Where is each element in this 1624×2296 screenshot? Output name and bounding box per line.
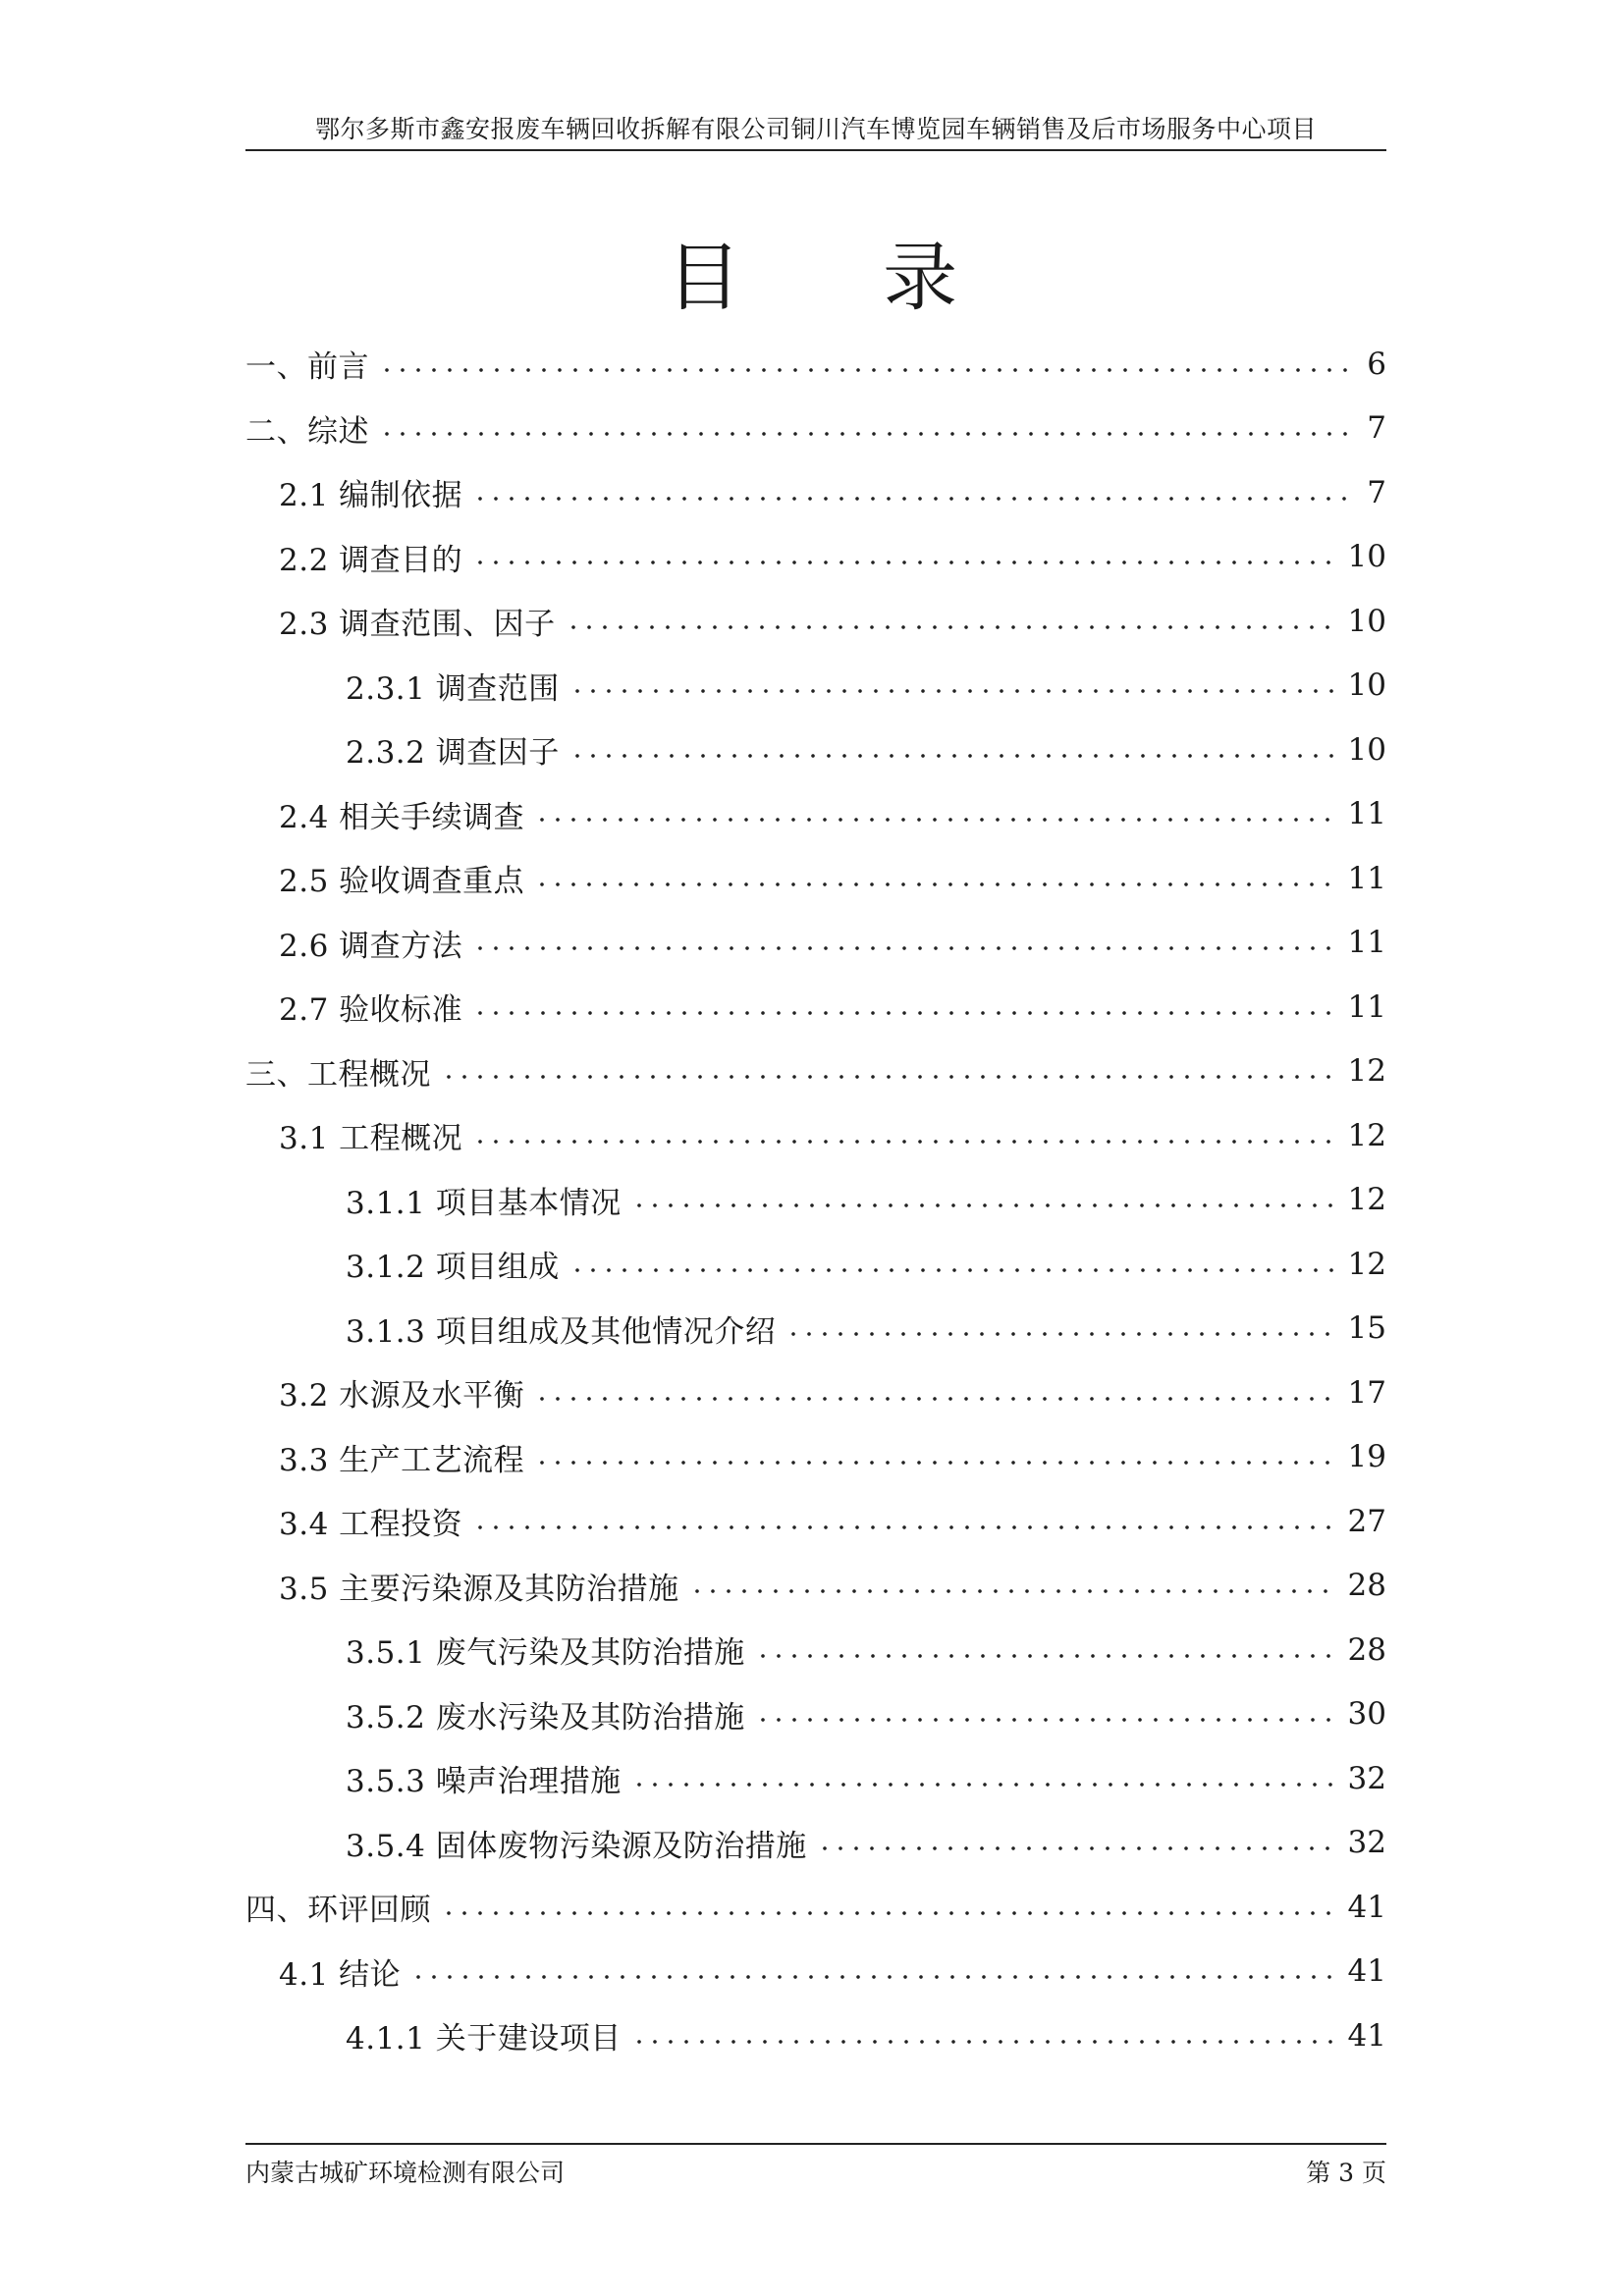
toc-entry-page: 15 bbox=[1347, 1310, 1386, 1347]
toc-dot-leader bbox=[689, 1589, 1338, 1593]
toc-dot-leader bbox=[631, 1783, 1338, 1787]
toc-entry[interactable] bbox=[245, 460, 1386, 525]
toc-entry[interactable] bbox=[245, 1168, 1386, 1233]
toc-entry[interactable] bbox=[245, 332, 1386, 397]
toc-dot-leader bbox=[631, 2040, 1338, 2044]
toc-dot-leader bbox=[472, 946, 1337, 950]
toc-entry-page: 28 bbox=[1347, 1568, 1386, 1604]
toc-entry[interactable] bbox=[245, 911, 1386, 976]
toc-entry[interactable] bbox=[245, 1682, 1386, 1747]
toc-entry-page: 41 bbox=[1347, 1889, 1386, 1925]
toc-entry-page: 11 bbox=[1347, 860, 1386, 896]
toc-entry[interactable] bbox=[245, 718, 1386, 782]
toc-entry-page: 41 bbox=[1347, 1953, 1386, 1990]
toc-entry-title: 2.3 调查范围、因子 bbox=[279, 607, 556, 643]
toc-dot-leader bbox=[472, 1525, 1337, 1529]
toc-entry[interactable] bbox=[245, 1554, 1386, 1619]
toc-entry-title: 4.1 结论 bbox=[279, 1956, 402, 1993]
toc-entry-title: 二、综述 bbox=[245, 413, 369, 450]
toc-entry-page: 10 bbox=[1347, 731, 1386, 768]
toc-entry-page: 17 bbox=[1347, 1374, 1386, 1411]
toc-entry[interactable] bbox=[245, 975, 1386, 1040]
toc-dot-leader bbox=[379, 368, 1351, 372]
toc-dot-leader bbox=[379, 432, 1351, 436]
toc-entry-page: 12 bbox=[1347, 1053, 1386, 1090]
toc-entry[interactable] bbox=[245, 1232, 1386, 1297]
toc-entry-title: 2.4 相关手续调查 bbox=[279, 799, 525, 835]
toc-entry[interactable] bbox=[245, 1746, 1386, 1811]
toc-entry-title: 3.5.4 固体废物污染源及防治措施 bbox=[346, 1828, 807, 1864]
footer-divider bbox=[245, 2143, 1386, 2145]
toc-dot-leader bbox=[472, 497, 1351, 501]
toc-entry-title: 3.5.1 废气污染及其防治措施 bbox=[346, 1635, 745, 1672]
toc-entry-page: 11 bbox=[1347, 925, 1386, 961]
toc-entry[interactable] bbox=[245, 1618, 1386, 1682]
footer-page-number: 第 3 页 bbox=[1306, 2159, 1386, 2187]
toc-entry-page: 27 bbox=[1347, 1503, 1386, 1539]
toc-entry-page: 12 bbox=[1347, 1117, 1386, 1153]
header-divider bbox=[245, 149, 1386, 151]
toc-entry-title: 4.1.1 关于建设项目 bbox=[346, 2021, 622, 2057]
toc-entry-page: 19 bbox=[1347, 1439, 1386, 1475]
toc-dot-leader bbox=[566, 625, 1338, 629]
toc-dot-leader bbox=[817, 1846, 1338, 1850]
table-of-contents bbox=[245, 332, 1386, 2068]
toc-dot-leader bbox=[534, 882, 1337, 886]
toc-entry-title: 2.6 调查方法 bbox=[279, 928, 463, 964]
toc-dot-leader bbox=[785, 1332, 1337, 1336]
toc-dot-leader bbox=[534, 1397, 1337, 1401]
toc-dot-leader bbox=[441, 1911, 1338, 1915]
toc-entry-title: 3.2 水源及水平衡 bbox=[279, 1378, 525, 1415]
toc-entry-page: 12 bbox=[1347, 1182, 1386, 1218]
toc-dot-leader bbox=[472, 561, 1337, 564]
toc-entry[interactable] bbox=[245, 1489, 1386, 1554]
toc-entry-title: 3.1 工程概况 bbox=[279, 1121, 463, 1157]
toc-title: 目 录 bbox=[666, 234, 1017, 321]
toc-entry[interactable] bbox=[245, 1940, 1386, 2004]
toc-dot-leader bbox=[534, 818, 1337, 822]
toc-dot-leader bbox=[569, 689, 1338, 693]
toc-entry[interactable] bbox=[245, 2003, 1386, 2068]
toc-entry-page: 10 bbox=[1347, 603, 1386, 639]
toc-entry[interactable] bbox=[245, 1297, 1386, 1362]
toc-entry-title: 2.1 编制依据 bbox=[279, 478, 463, 514]
toc-dot-leader bbox=[534, 1461, 1337, 1465]
toc-entry-page: 7 bbox=[1367, 410, 1386, 447]
toc-entry-title: 3.1.1 项目基本情况 bbox=[346, 1185, 622, 1221]
footer-company: 内蒙古城矿环境检测有限公司 bbox=[245, 2159, 566, 2187]
toc-entry-title: 3.5 主要污染源及其防治措施 bbox=[279, 1571, 679, 1607]
toc-entry[interactable] bbox=[245, 846, 1386, 911]
toc-entry[interactable] bbox=[245, 1103, 1386, 1168]
toc-entry-page: 10 bbox=[1347, 539, 1386, 575]
toc-entry-title: 3.4 工程投资 bbox=[279, 1507, 463, 1543]
toc-entry-page: 12 bbox=[1347, 1246, 1386, 1282]
toc-entry-title: 2.7 验收标准 bbox=[279, 992, 463, 1029]
toc-entry-title: 3.5.3 噪声治理措施 bbox=[346, 1764, 622, 1800]
toc-entry-title: 四、环评回顾 bbox=[245, 1893, 431, 1929]
toc-dot-leader bbox=[472, 1011, 1337, 1015]
toc-entry-title: 2.3.1 调查范围 bbox=[346, 670, 560, 707]
toc-dot-leader bbox=[441, 1075, 1338, 1079]
toc-entry[interactable] bbox=[245, 397, 1386, 461]
toc-entry[interactable] bbox=[245, 525, 1386, 590]
toc-entry-page: 30 bbox=[1347, 1696, 1386, 1733]
toc-entry[interactable] bbox=[245, 1875, 1386, 1940]
toc-entry[interactable] bbox=[245, 782, 1386, 847]
toc-entry-title: 3.1.3 项目组成及其他情况介绍 bbox=[346, 1313, 777, 1350]
toc-entry-title: 3.5.2 废水污染及其防治措施 bbox=[346, 1699, 745, 1735]
toc-entry-title: 3.3 生产工艺流程 bbox=[279, 1442, 525, 1478]
toc-entry-title: 3.1.2 项目组成 bbox=[346, 1250, 560, 1286]
toc-entry-page: 6 bbox=[1367, 346, 1386, 382]
toc-entry-page: 32 bbox=[1347, 1760, 1386, 1796]
toc-entry[interactable] bbox=[245, 1425, 1386, 1490]
toc-entry-title: 2.2 调查目的 bbox=[279, 542, 463, 578]
toc-entry-page: 10 bbox=[1347, 667, 1386, 704]
toc-dot-leader bbox=[631, 1203, 1338, 1207]
toc-dot-leader bbox=[755, 1654, 1338, 1658]
toc-entry-page: 28 bbox=[1347, 1631, 1386, 1668]
toc-dot-leader bbox=[472, 1140, 1337, 1144]
toc-dot-leader bbox=[755, 1718, 1338, 1722]
toc-dot-leader bbox=[569, 754, 1338, 758]
toc-entry-page: 41 bbox=[1347, 2017, 1386, 2054]
toc-dot-leader bbox=[410, 1975, 1337, 1979]
toc-entry[interactable] bbox=[245, 654, 1386, 719]
running-header: 鄂尔多斯市鑫安报废车辆回收拆解有限公司铜川汽车博览园车辆销售及后市场服务中心项目 bbox=[314, 115, 1317, 143]
toc-dot-leader bbox=[569, 1268, 1338, 1272]
toc-entry-page: 32 bbox=[1347, 1825, 1386, 1861]
toc-entry-page: 11 bbox=[1347, 796, 1386, 832]
toc-entry-page: 7 bbox=[1367, 474, 1386, 510]
toc-entry[interactable] bbox=[245, 1811, 1386, 1876]
toc-entry[interactable] bbox=[245, 1361, 1386, 1425]
toc-entry-title: 一、前言 bbox=[245, 349, 369, 386]
toc-entry[interactable] bbox=[245, 589, 1386, 654]
toc-entry-page: 11 bbox=[1347, 988, 1386, 1025]
toc-entry-title: 2.5 验收调查重点 bbox=[279, 864, 525, 900]
toc-entry[interactable] bbox=[245, 1040, 1386, 1104]
toc-entry-title: 2.3.2 调查因子 bbox=[346, 735, 560, 772]
toc-entry-title: 三、工程概况 bbox=[245, 1056, 431, 1093]
